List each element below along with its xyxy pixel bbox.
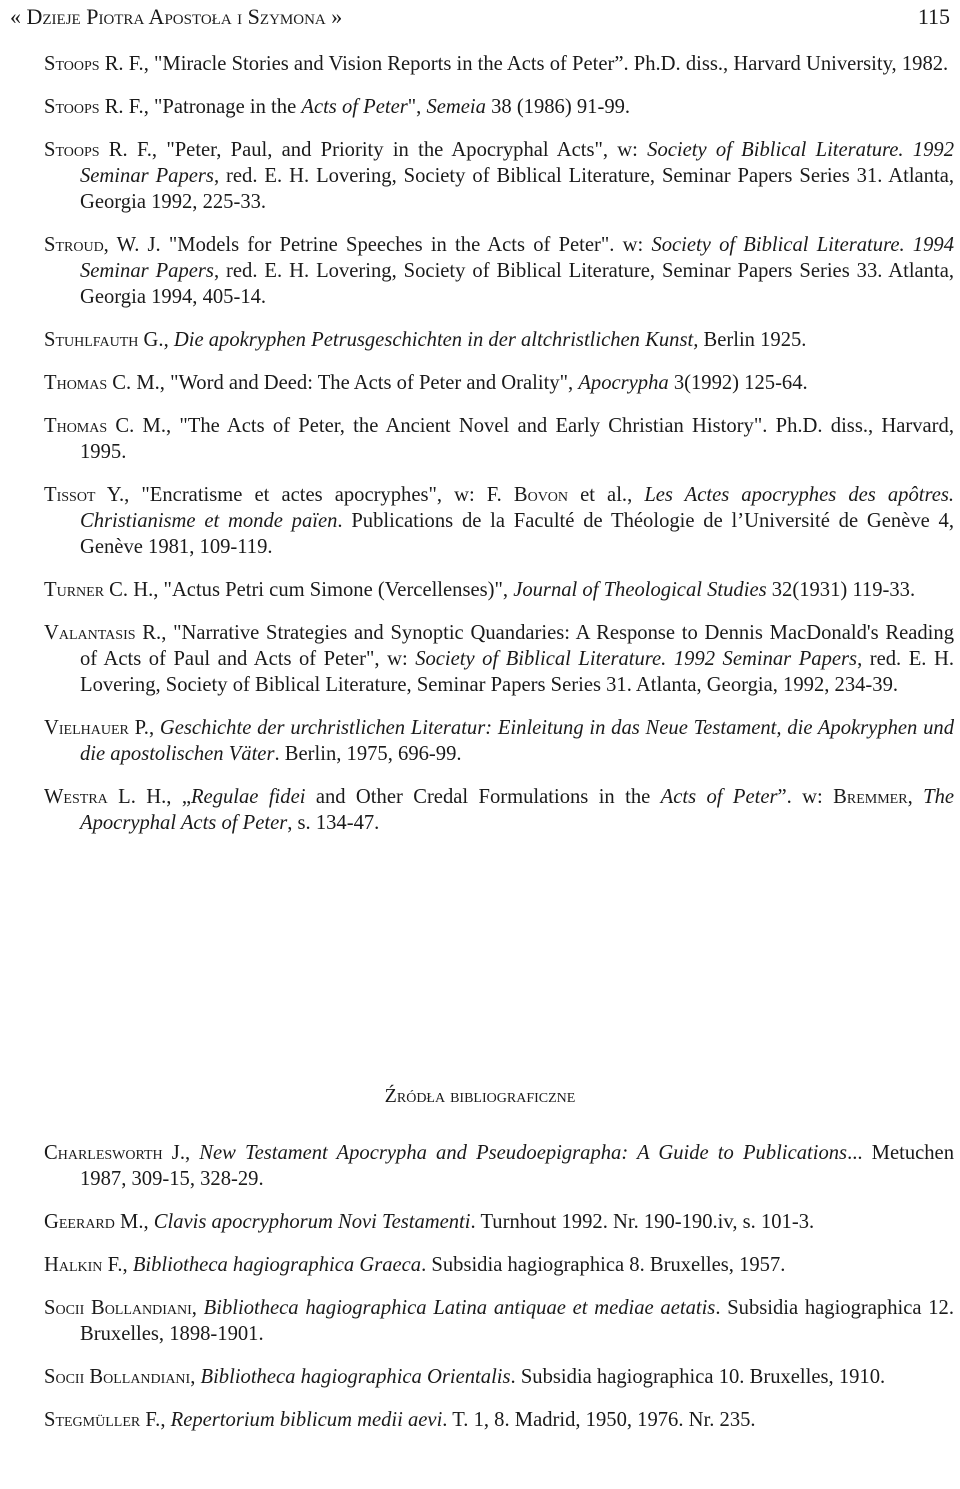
entry-author: Thomas C. M. bbox=[44, 415, 166, 437]
entry-text: , bbox=[160, 1409, 171, 1431]
entry-text: , s. 134-47. bbox=[287, 812, 380, 834]
entry-title: Society of Biblical Literature. 1992 Seminar Papers bbox=[415, 648, 858, 670]
entry-text: , bbox=[190, 1366, 201, 1388]
entry-title: Bibliotheca hagiographica Orientalis bbox=[200, 1366, 511, 1388]
entry-text: 3(1992) 125-64. bbox=[668, 372, 808, 394]
entry-author: Turner C. H. bbox=[44, 579, 154, 601]
entry-text: , bbox=[907, 786, 924, 808]
entry-author: Halkin F. bbox=[44, 1254, 123, 1276]
entry-text: , bbox=[184, 1142, 200, 1164]
entry-text: , „ bbox=[166, 786, 191, 808]
entry-text: , "Actus Petri cum Simone (Vercellenses)", bbox=[153, 579, 514, 601]
source-entry bbox=[44, 1209, 954, 1235]
sources-list bbox=[44, 1140, 954, 1450]
entry-title: Acts of Peter bbox=[301, 96, 408, 118]
entry-text: . Turnhout 1992. Nr. 190-190.iv, s. 101-3. bbox=[470, 1211, 815, 1233]
entry-text: "Models for Petrine Speeches in the Acts of Peter". w: bbox=[160, 234, 652, 256]
entry-title: The Apocryphal Acts of Peter bbox=[80, 786, 954, 834]
entry-author: Stoops R. F. bbox=[44, 139, 152, 161]
entry-text: , "Encratisme et actes apocryphes", w: F. bbox=[124, 484, 514, 506]
entry-text: ”. w: bbox=[777, 786, 834, 808]
entry-title: Les Actes apocryphes des apôtres. Christianisme et monde païen bbox=[80, 484, 955, 532]
editor-name: Bremmer bbox=[833, 786, 908, 808]
sources-heading: Źródła bibliograficzne bbox=[384, 1085, 576, 1107]
entry-author: Stoops R. F. bbox=[44, 53, 144, 75]
entry-text: , "Miracle Stories and Vision Reports in the Acts of Peter”. Ph.D. diss., Harvard University, 1982. bbox=[143, 53, 949, 75]
source-entry bbox=[44, 1295, 954, 1347]
entry-title: Repertorium biblicum medii aevi bbox=[170, 1409, 443, 1431]
bib-entry bbox=[44, 784, 954, 836]
entry-text: 32(1931) 119-33. bbox=[766, 579, 916, 601]
entry-text: , red. E. H. Lovering, Society of Biblical Literature, Seminar Papers Series 33. Atlanta, Georgia 1994, 405-14. bbox=[80, 260, 954, 308]
bib-entry bbox=[44, 51, 954, 77]
running-header bbox=[10, 2, 950, 32]
entry-author: Stroud, W. J. bbox=[44, 234, 161, 256]
entry-title: Geschichte der urchristlichen Literatur: Einleitung in das Neue Testament, die Apokryphen und die apostolischen Väter bbox=[80, 717, 954, 765]
entry-title: Regulae fidei bbox=[190, 786, 306, 808]
entry-text: . T. 1, 8. Madrid, 1950, 1976. Nr. 235. bbox=[442, 1409, 756, 1431]
bib-entry bbox=[44, 413, 954, 465]
entry-text: . Subsidia hagiographica 8. Bruxelles, 1957. bbox=[421, 1254, 786, 1276]
entry-author: Thomas C. M. bbox=[44, 372, 160, 394]
entry-author: Stoops R. F. bbox=[44, 96, 144, 118]
bib-entry bbox=[44, 482, 954, 560]
entry-text: ", bbox=[407, 96, 427, 118]
entry-text: , bbox=[191, 1297, 204, 1319]
entry-title: Bibliotheca hagiographica Latina antiquae et mediae aetatis bbox=[203, 1297, 716, 1319]
entry-author: Geerard M. bbox=[44, 1211, 144, 1233]
journal-title: Semeia bbox=[426, 96, 486, 118]
entry-author: Stuhlfauth G. bbox=[44, 329, 164, 351]
entry-text: , bbox=[143, 1211, 154, 1233]
entry-author: Stegmüller F. bbox=[44, 1409, 161, 1431]
entry-title: Society of Biblical Literature. 1994 Seminar Papers bbox=[80, 234, 954, 282]
entry-text: Berlin 1925. bbox=[698, 329, 807, 351]
entry-author: Socii Bollandiani bbox=[44, 1366, 191, 1388]
bibliography-list bbox=[44, 51, 954, 853]
entry-author: Valantasis R. bbox=[44, 622, 162, 644]
bib-entry bbox=[44, 577, 954, 603]
source-entry bbox=[44, 1140, 954, 1192]
entry-text: et al., bbox=[568, 484, 645, 506]
running-title: « Dzieje Piotra Apostoła i Szymona » bbox=[10, 4, 343, 29]
entry-title: Die apokryphen Petrusgeschichten in der altchristlichen Kunst, bbox=[173, 329, 699, 351]
entry-text: , bbox=[163, 329, 174, 351]
bib-entry bbox=[44, 94, 954, 120]
entry-text: , "Narrative Strategies and Synoptic Quandaries: A Response to Dennis MacDonald's Reading of Acts of Paul and Acts of Peter", w: bbox=[80, 622, 954, 670]
entry-text: , "The Acts of Peter, the Ancient Novel and Early Christian History". Ph.D. diss., Harvard, 1995. bbox=[80, 415, 954, 463]
entry-text: , "Word and Deed: The Acts of Peter and Orality", bbox=[159, 372, 579, 394]
bib-entry bbox=[44, 620, 954, 698]
entry-text: 38 (1986) 91-99. bbox=[485, 96, 631, 118]
entry-author: Westra L. H. bbox=[44, 786, 167, 808]
entry-title: New Testament Apocrypha and Pseudoepigrapha: A Guide to Publications bbox=[199, 1142, 848, 1164]
entry-text: , red. E. H. Lovering, Society of Biblical Literature, Seminar Papers Series 31. Atlanta, Georgia, 1992, 234-39. bbox=[80, 648, 954, 696]
entry-title: Clavis apocryphorum Novi Testamenti bbox=[153, 1211, 471, 1233]
page-number: 115 bbox=[917, 4, 950, 29]
bib-entry bbox=[44, 370, 954, 396]
journal-title: Journal of Theological Studies bbox=[513, 579, 767, 601]
bib-entry bbox=[44, 137, 954, 215]
entry-author: Socii Bollandiani bbox=[44, 1297, 192, 1319]
entry-title: Society of Biblical Literature. 1992 Seminar Papers bbox=[80, 139, 954, 187]
entry-author: Charlesworth J. bbox=[44, 1142, 185, 1164]
bib-entry bbox=[44, 715, 954, 767]
source-entry bbox=[44, 1364, 954, 1390]
source-entry bbox=[44, 1407, 954, 1433]
journal-title: Apocrypha bbox=[578, 372, 669, 394]
entry-text: , bbox=[122, 1254, 133, 1276]
entry-text: ... Metuchen 1987, 309-15, 328-29. bbox=[80, 1142, 954, 1190]
source-entry bbox=[44, 1252, 954, 1278]
entry-author: Vielhauer P. bbox=[44, 717, 149, 739]
entry-text: . Berlin, 1975, 696-99. bbox=[274, 743, 462, 765]
entry-title: Acts of Peter bbox=[660, 786, 778, 808]
entry-text: , red. E. H. Lovering, Society of Biblical Literature, Seminar Papers Series 31. Atlanta, Georgia 1992, 225-33. bbox=[80, 165, 954, 213]
entry-text: . Subsidia hagiographica 12. Bruxelles, 1898-1901. bbox=[80, 1297, 954, 1345]
entry-text: and Other Credal Formulations in the bbox=[305, 786, 661, 808]
bib-entry bbox=[44, 327, 954, 353]
entry-text: . Subsidia hagiographica 10. Bruxelles, 1910. bbox=[510, 1366, 886, 1388]
entry-text: , "Patronage in the bbox=[143, 96, 302, 118]
entry-text: , bbox=[148, 717, 160, 739]
entry-text: . Publications de la Faculté de Théologie de l’Université de Genève 4, Genève 1981, 109-119. bbox=[80, 510, 954, 558]
entry-title: Bibliotheca hagiographica Graeca bbox=[132, 1254, 422, 1276]
editor-name: Bovon bbox=[513, 484, 569, 506]
entry-text: , "Peter, Paul, and Priority in the Apocryphal Acts", w: bbox=[151, 139, 648, 161]
bib-entry bbox=[44, 232, 954, 310]
entry-author: Tissot Y. bbox=[44, 484, 125, 506]
